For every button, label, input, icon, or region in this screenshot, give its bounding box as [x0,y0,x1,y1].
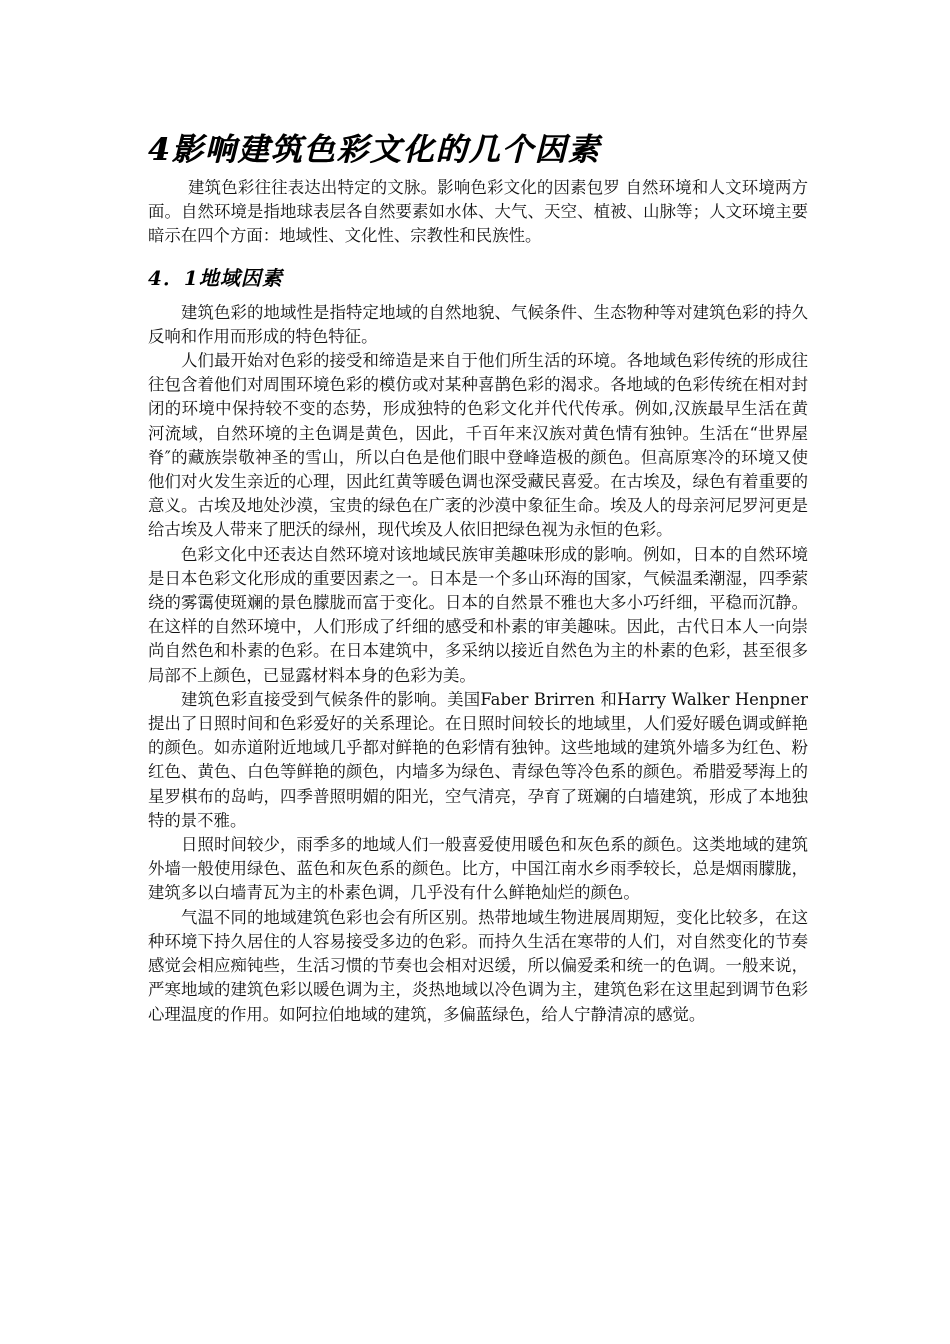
body-paragraph: 色彩文化中还表达自然环境对该地域民族审美趣味形成的影响。例如，日本的自然环境是日本色彩文化形成的重要因素之一。日本是一个多山环海的国家，气候温柔潮湿，四季萦绕的雾霭使斑斓的景色朦胧而富于变化。日本的自然景不雅也大多小巧纤细，平稳而沉静。在这样的自然环境中，人们形成了纤细的感受和朴素的审美趣味。因此，古代日本人一向崇尚自然色和朴素的色彩。在日本建筑中，多采纳以接近自然色为主的朴素的色彩，甚至很多局部不上颜色，已显露材料本身的色彩为美。 [148,544,808,685]
body-paragraph: 日照时间较少，雨季多的地域人们一般喜爱使用暖色和灰色系的颜色。这类地域的建筑外墙一般使用绿色、蓝色和灰色系的颜色。比方，中国江南水乡雨季较长，总是烟雨朦胧，建筑多以白墙青瓦为主的朴素色调，几乎没有什么鲜艳灿烂的颜色。 [148,835,808,903]
chapter-heading: 4影响建筑色彩文化的几个因素 [148,132,601,168]
body-paragraph: 人们最开始对色彩的接受和缔造是来自于他们所生活的环境。各地域色彩传统的形成往往包含着他们对周围环境色彩的模仿或对某种喜鹊色彩的渴求。各地域的色彩传统在相对封闭的环境中保持较不变的态势，形成独特的色彩文化并代代传承。例如,汉族最早生活在黄河流域，自然环境的主色调是黄色，因此，千百年来汉族对黄色情有独钟。生活在“世界屋脊″的藏族崇敬神圣的雪山，所以白色是他们眼中登峰造极的颜色。但高原寒冷的环境又使他们对火发生亲近的心理，因此红黄等暖色调也深受藏民喜爱。在古埃及，绿色有着重要的意义。古埃及地处沙漠，宝贵的绿色在广袤的沙漠中象征生命。埃及人的母亲河尼罗河更是给古埃及人带来了肥沃的绿州，现代埃及人依旧把绿色视为永恒的色彩。 [148,351,808,540]
document-page [148,128,808,1027]
body-paragraph: 建筑色彩的地域性是指特定地域的自然地貌、气候条件、生态物种等对建筑色彩的持久反响和作用而形成的特色特征。 [148,302,808,346]
body-paragraph: 气温不同的地域建筑色彩也会有所区别。热带地域生物进展周期短，变化比较多，在这种环境下持久居住的人容易接受多边的色彩。而持久生活在寒带的人们，对自然变化的节奏感觉会相应痴钝些，生活习惯的节奏也会相对迟缓，所以偏爱柔和统一的色调。一般来说，严寒地域的建筑色彩以暖色调为主，炎热地域以冷色调为主，建筑色彩在这里起到调节色彩心理温度的作用。如阿拉伯地域的建筑，多偏蓝绿色，给人宁静清凉的感觉。 [148,907,808,1024]
section-heading: 4．1地域因素 [148,265,283,290]
intro-paragraph: 建筑色彩往往表达出特定的文脉。影响色彩文化的因素包罗 自然环境和人文环境两方面。自然环境是指地球表层各自然要素如水体、大气、天空、植被、山脉等；人文环境主要暗示在四个方面：地域性、文化性、宗教性和民族性。 [148,178,808,246]
body-paragraph: 建筑色彩直接受到气候条件的影响。美国Faber Brirren 和Harry Walker Henpner 提出了日照时间和色彩爱好的关系理论。在日照时间较长的地域里，人们爱好暖色调或鲜艳的颜色。如赤道附近地域几乎都对鲜艳的色彩情有独钟。这些地域的建筑外墙多为红色、粉红色、黄色、白色等鲜艳的颜色，内墙多为绿色、青绿色等冷色系的颜色。希腊爱琴海上的星罗棋布的岛屿，四季普照明媚的阳光，空气清亮，孕育了斑斓的白墙建筑，形成了本地独特的景不雅。 [148,689,808,830]
